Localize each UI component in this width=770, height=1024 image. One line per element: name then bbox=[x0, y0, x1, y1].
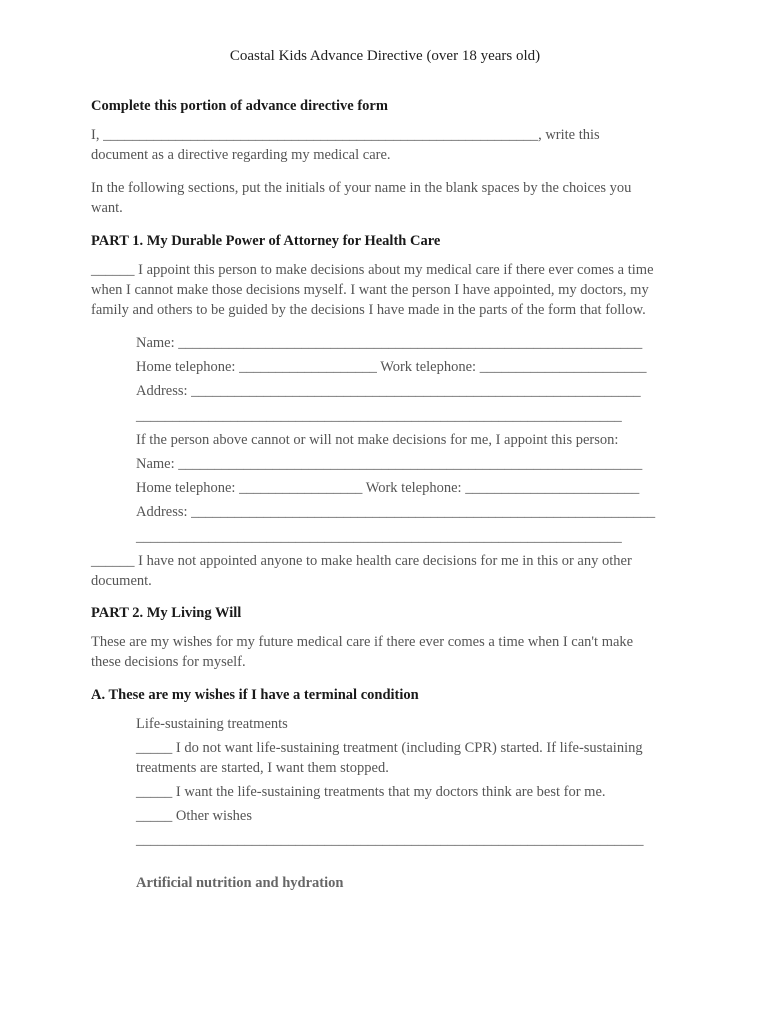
document-title: Coastal Kids Advance Directive (over 18 years old) bbox=[229, 48, 541, 64]
instructions-line-2: want. bbox=[91, 200, 123, 216]
not-appointed-line-1: ______ I have not appointed anyone to make health care decisions for me in this or any other bbox=[91, 553, 632, 569]
statement-line-2: document as a directive regarding my medical care. bbox=[91, 147, 391, 163]
wishes-line-1: These are my wishes for my future medical care if there ever comes a time when I can't make bbox=[91, 634, 634, 650]
agent-address-field-2[interactable]: ___________________________________________________________________ bbox=[136, 408, 622, 424]
section-a-heading: A. These are my wishes if I have a terminal condition bbox=[91, 687, 419, 703]
nutrition-heading: Artificial nutrition and hydration bbox=[136, 875, 344, 891]
instructions-line-1: In the following sections, put the initials of your name in the blank spaces by the choices you bbox=[91, 180, 632, 196]
option-other-wishes[interactable]: _____ Other wishes bbox=[136, 808, 252, 824]
statement-line-1: I, ____________________________________________________________, write this bbox=[91, 127, 600, 143]
agent-address-field[interactable]: Address: ______________________________________________________________ bbox=[136, 383, 641, 399]
alternate-address-field[interactable]: Address: ________________________________________________________________ bbox=[136, 504, 656, 520]
other-wishes-line[interactable]: ______________________________________________________________________ bbox=[136, 832, 644, 848]
part2-heading: PART 2. My Living Will bbox=[91, 605, 242, 621]
option-no-treatment-line-2: treatments are started, I want them stopped. bbox=[136, 760, 389, 776]
life-sustaining-subheading: Life-sustaining treatments bbox=[136, 716, 288, 732]
option-no-treatment-line-1[interactable]: _____ I do not want life-sustaining treatment (including CPR) started. If life-sustaining bbox=[136, 740, 643, 756]
alternate-address-field-2[interactable]: ___________________________________________________________________ bbox=[136, 529, 622, 545]
agent-name-field[interactable]: Name: ________________________________________________________________ bbox=[136, 335, 643, 351]
alternate-name-field[interactable]: Name: ________________________________________________________________ bbox=[136, 456, 643, 472]
not-appointed-line-2: document. bbox=[91, 573, 152, 589]
alternate-phone-field[interactable]: Home telephone: _________________ Work telephone: ________________________ bbox=[136, 480, 640, 496]
wishes-line-2: these decisions for myself. bbox=[91, 654, 246, 670]
part1-heading: PART 1. My Durable Power of Attorney for Health Care bbox=[91, 233, 441, 249]
alternate-intro: If the person above cannot or will not make decisions for me, I appoint this person: bbox=[136, 432, 619, 448]
appoint-line-1: ______ I appoint this person to make decisions about my medical care if there ever comes a time bbox=[91, 262, 654, 278]
appoint-line-3: family and others to be guided by the decisions I have made in the parts of the form that follow. bbox=[91, 302, 646, 318]
appoint-line-2: when I cannot make those decisions myself. I want the person I have appointed, my doctors, my bbox=[91, 282, 649, 298]
agent-phone-field[interactable]: Home telephone: ___________________ Work telephone: _______________________ bbox=[136, 359, 647, 375]
option-doctor-recommended[interactable]: _____ I want the life-sustaining treatments that my doctors think are best for me. bbox=[136, 784, 606, 800]
intro-heading: Complete this portion of advance directive form bbox=[91, 98, 388, 114]
